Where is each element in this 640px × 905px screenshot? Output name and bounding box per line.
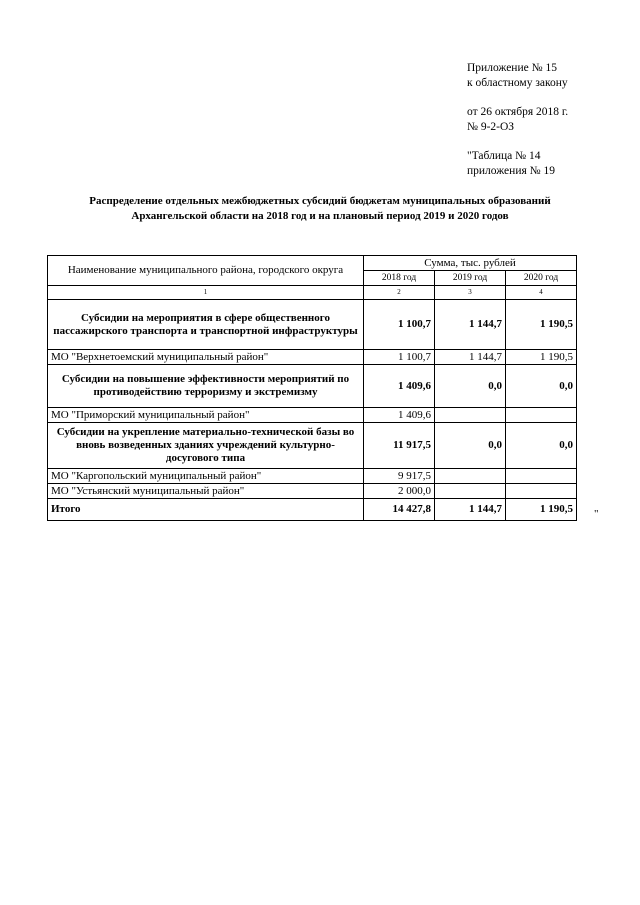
year-2019-header: 2019 год [435, 271, 506, 286]
value-2020 [506, 408, 577, 423]
municipality-name: МО "Каргопольский муниципальный район" [48, 469, 364, 484]
subsidy-category-name: Субсидии на укрепление материально-технической базы во вновь возведенных зданиях учреждений культурно-досугового типа [48, 423, 364, 469]
sum-header: Сумма, тыс. рублей [364, 256, 577, 271]
col-index-4: 4 [506, 286, 577, 300]
value-2020: 0,0 [506, 423, 577, 469]
value-2019 [435, 469, 506, 484]
law-date: от 26 октября 2018 г. [467, 106, 569, 118]
value-2018: 9 917,5 [364, 469, 435, 484]
col-index-3: 3 [435, 286, 506, 300]
municipality-name: МО "Верхнетоемский муниципальный район" [48, 350, 364, 365]
value-2020 [506, 484, 577, 499]
value-2018: 2 000,0 [364, 484, 435, 499]
col-name-header: Наименование муниципального района, городского округа [48, 256, 364, 286]
column-index-row [48, 286, 577, 300]
year-2018-header: 2018 год [364, 271, 435, 286]
appendix-number: Приложение № 15 [467, 62, 557, 74]
value-2019 [435, 484, 506, 499]
value-2018: 1 100,7 [364, 300, 435, 350]
subsidy-table [47, 255, 577, 521]
table-row [48, 300, 577, 350]
law-number: № 9-2-ОЗ [467, 121, 515, 133]
value-2018: 11 917,5 [364, 423, 435, 469]
total-2019: 1 144,7 [435, 499, 506, 521]
total-label: Итого [48, 499, 364, 521]
table-row [48, 365, 577, 408]
to-law-text: к областному закону [467, 77, 568, 89]
document-title [40, 194, 600, 224]
value-2019: 0,0 [435, 365, 506, 408]
value-2020: 1 190,5 [506, 350, 577, 365]
total-2018: 14 427,8 [364, 499, 435, 521]
table-row [48, 423, 577, 469]
year-2020-header: 2020 год [506, 271, 577, 286]
value-2020: 1 190,5 [506, 300, 577, 350]
value-2019: 0,0 [435, 423, 506, 469]
appendix-header [467, 61, 637, 179]
table-row [48, 484, 577, 499]
table-reference: "Таблица № 14 [467, 150, 541, 162]
table-header-row [48, 256, 577, 271]
value-2018: 1 409,6 [364, 365, 435, 408]
total-row [48, 499, 577, 521]
value-2019: 1 144,7 [435, 350, 506, 365]
subsidy-category-name: Субсидии на повышение эффективности мероприятий по противодействию терроризму и экстремизму [48, 365, 364, 408]
value-2020 [506, 469, 577, 484]
table-row [48, 469, 577, 484]
municipality-name: МО "Устьянский муниципальный район" [48, 484, 364, 499]
value-2019 [435, 408, 506, 423]
value-2018: 1 409,6 [364, 408, 435, 423]
appendix-reference: приложения № 19 [467, 165, 555, 177]
value-2019: 1 144,7 [435, 300, 506, 350]
municipality-name: МО "Приморский муниципальный район" [48, 408, 364, 423]
subsidy-category-name: Субсидии на мероприятия в сфере общественного пассажирского транспорта и транспортной инфраструктуры [48, 300, 364, 350]
value-2020: 0,0 [506, 365, 577, 408]
total-2020: 1 190,5 [506, 499, 577, 521]
col-index-1: 1 [48, 286, 364, 300]
value-2018: 1 100,7 [364, 350, 435, 365]
title-line-2: Архангельской области на 2018 год и на плановый период 2019 и 2020 годов [131, 210, 509, 222]
closing-quote: " [594, 508, 599, 520]
col-index-2: 2 [364, 286, 435, 300]
table-row [48, 408, 577, 423]
title-line-1: Распределение отдельных межбюджетных субсидий бюджетам муниципальных образований [89, 195, 551, 207]
table-row [48, 350, 577, 365]
